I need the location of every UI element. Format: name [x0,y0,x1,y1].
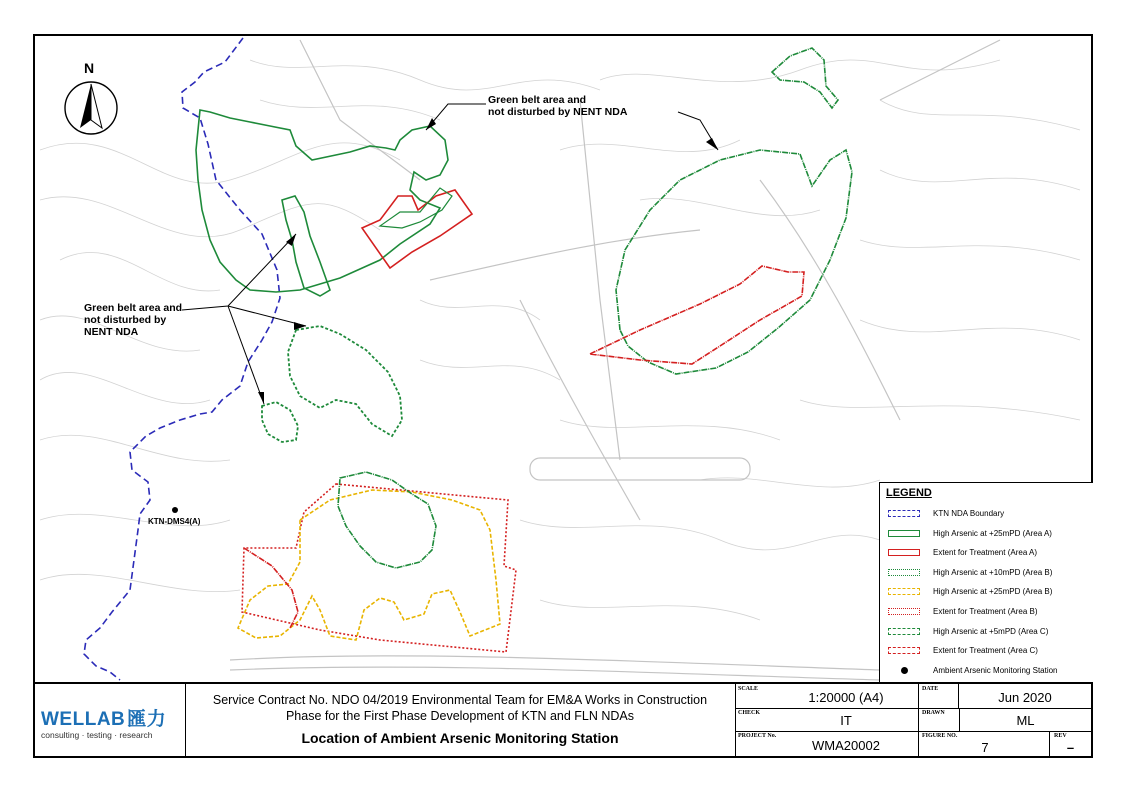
legend [879,482,1093,682]
area-b-treatment [242,484,516,652]
scale-label: SCALE [738,686,759,692]
left-annotation [84,302,182,338]
legend-label: High Arsenic at +25mPD (Area B) [933,587,1053,597]
legend-item [888,546,1093,560]
north-label: N [84,60,95,76]
legend-label: High Arsenic at +25mPD (Area A) [933,528,1052,538]
legend-item [888,605,1093,619]
area-c-high-arsenic [338,472,436,568]
left-annotation-line-3: NENT NDA [84,326,139,338]
legend-swatch [888,569,920,576]
legend-swatch [888,608,920,615]
legend-label: Extent for Treatment (Area A) [933,548,1038,558]
north-arrow-icon [65,82,117,134]
contract-text [186,692,734,724]
area-b-high-arsenic-2 [262,402,298,442]
legend-title: LEGEND [886,487,932,499]
legend-swatch [888,530,920,537]
legend-item [888,625,1093,639]
logo-text: WELLAB 匯力 [41,709,167,730]
legend-swatch [888,549,920,556]
legend-label: Extent for Treatment (Area C) [933,646,1038,656]
station-dot-icon [901,667,908,674]
logo-tagline: consulting · testing · research [41,730,153,740]
legend-swatch [888,628,920,635]
legend-label: High Arsenic at +5mPD (Area C) [933,626,1049,636]
date-label: DATE [922,686,939,692]
title-block [35,682,1091,756]
info-grid [735,684,1091,756]
area-b-high-arsenic-1 [288,326,402,436]
station-label: KTN-DMS4(A) [148,517,201,526]
legend-item [888,585,1093,599]
legend-swatch [888,588,920,595]
area-a-inner-strip [282,196,330,296]
area-a-ne-lobe [772,48,838,108]
legend-label: Extent for Treatment (Area B) [933,607,1038,616]
figure-label: FIGURE NO. [922,733,958,739]
legend-item [888,664,1093,678]
title-area [185,684,735,756]
scale-value: 1:20000 (A4) [808,690,884,705]
area-c-treatment [244,548,298,628]
project-label: PROJECT No. [738,733,777,739]
area-a-treatment-east [590,266,804,364]
legend-swatch [888,647,920,654]
monitoring-station-dot [172,507,178,513]
top-annotation [488,94,627,118]
check-value: IT [840,713,852,728]
ktn-nda-boundary [84,38,280,680]
contract-line-2: Phase for the First Phase Development of KTN and FLN NDAs [285,709,635,723]
logo-area [35,684,185,756]
top-annotation-line-1: Green belt area and [488,94,587,106]
left-annotation-line-2: not disturbed by [84,314,167,326]
drawn-label: DRAWN [922,710,945,716]
legend-item [888,507,1093,521]
legend-item [888,566,1093,580]
area-b-high-arsenic-25 [238,490,500,640]
check-label: CHECK [738,710,761,716]
legend-label: Ambient Arsenic Monitoring Station [933,665,1058,675]
legend-label: KTN NDA Boundary [933,509,1005,518]
area-a-east-lobe [616,150,852,374]
top-annotation-line-2: not disturbed by NENT NDA [488,106,628,118]
rev-value: – [1066,740,1075,755]
rev-label: REV [1054,733,1067,739]
project-value: WMA20002 [812,738,880,753]
drawn-value: ML [1016,713,1035,728]
legend-item [888,527,1093,541]
legend-label: High Arsenic at +10mPD (Area B) [933,567,1053,577]
figure-value: 7 [981,740,989,755]
drawing-title: Location of Ambient Arsenic Monitoring Station [301,730,619,746]
legend-item [888,644,1093,658]
date-value: Jun 2020 [998,690,1052,705]
left-annotation-line-1: Green belt area and [84,302,183,314]
contract-line-1: Service Contract No. NDO 04/2019 Environmental Team for EM&A Works in Construction [212,693,708,707]
legend-swatch [888,510,920,517]
